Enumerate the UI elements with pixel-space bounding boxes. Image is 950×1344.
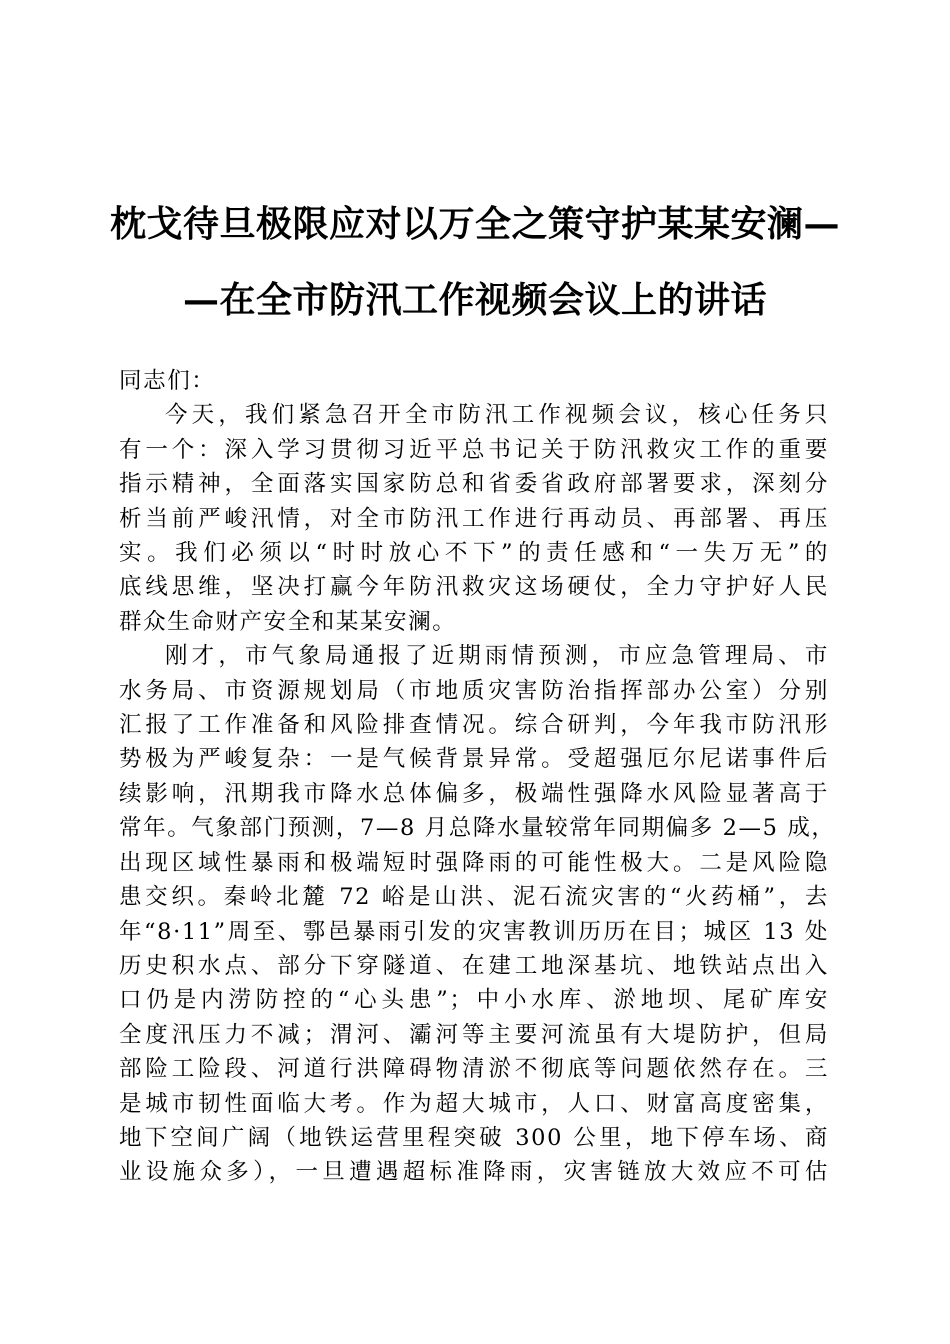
text-line: 今天，我们紧急召开全市防汛工作视频会议，核心任务只	[165, 402, 829, 429]
text-line: 底线思维，坚决打赢今年防汛救灾这场硬仗，全力守护好人民	[119, 574, 829, 601]
text-line: 常年。气象部门预测，7—8 月总降水量较常年同期偏多 2—5 成，	[119, 815, 836, 842]
document-body	[119, 364, 836, 1190]
text-line: 是城市韧性面临大考。作为超大城市，人口、财富高度密集，	[119, 1090, 829, 1117]
text-line: 年“8·11”周至、鄠邑暴雨引发的灾害教训历历在目；城区 13 处	[119, 918, 829, 945]
title-line: 枕戈待旦极限应对以万全之策守护某某安澜—	[110, 203, 841, 245]
text-line: 地下空间广阔（地铁运营里程突破 300 公里，地下停车场、商	[119, 1124, 829, 1151]
text-line: 部险工险段、河道行洪障碍物清淤不彻底等问题依然存在。三	[119, 1056, 829, 1083]
text-line: 群众生命财产安全和某某安澜。	[119, 608, 457, 635]
text-line: 续影响，汛期我市降水总体偏多，极端性强降水风险显著高于	[119, 780, 829, 807]
text-line: 有一个：深入学习贯彻习近平总书记关于防汛救灾工作的重要	[119, 436, 829, 463]
text-line: 全度汛压力不减；渭河、灞河等主要河流虽有大堤防护，但局	[119, 1021, 829, 1048]
salutation	[119, 364, 829, 398]
text-line: 刚才，市气象局通报了近期雨情预测，市应急管理局、市	[165, 643, 829, 670]
paragraph-1	[119, 398, 829, 639]
text-line: 水务局、市资源规划局（市地质灾害防治指挥部办公室）分别	[119, 677, 829, 704]
text-line: 业设施众多），一旦遭遇超标准降雨，灾害链放大效应不可估	[119, 1159, 829, 1186]
text-line: 势极为严峻复杂：一是气候背景异常。受超强厄尔尼诺事件后	[119, 746, 829, 773]
salutation-text: 同志们：	[119, 368, 216, 394]
text-line: 实。我们必须以“时时放心不下”的责任感和“一失万无”的	[119, 540, 829, 567]
text-line: 指示精神，全面落实国家防总和省委省政府部署要求，深刻分	[119, 471, 829, 498]
text-line: 出现区域性暴雨和极端短时强降雨的可能性极大。二是风险隐	[119, 849, 829, 876]
text-line: 汇报了工作准备和风险排查情况。综合研判，今年我市防汛形	[119, 712, 829, 739]
text-line: 析当前严峻汛情，对全市防汛工作进行再动员、再部署、再压	[119, 505, 829, 532]
paragraph-2	[119, 639, 836, 1190]
document-title	[110, 186, 840, 338]
title-line: —在全市防汛工作视频会议上的讲话	[182, 279, 767, 321]
text-line: 历史积水点、部分下穿隧道、在建工地深基坑、地铁站点出入	[119, 952, 829, 979]
text-line: 口仍是内涝防控的“心头患”；中小水库、淤地坝、尾矿库安	[119, 987, 829, 1014]
text-line: 患交织。秦岭北麓 72 峪是山洪、泥石流灾害的“火药桶”，去	[119, 884, 829, 911]
